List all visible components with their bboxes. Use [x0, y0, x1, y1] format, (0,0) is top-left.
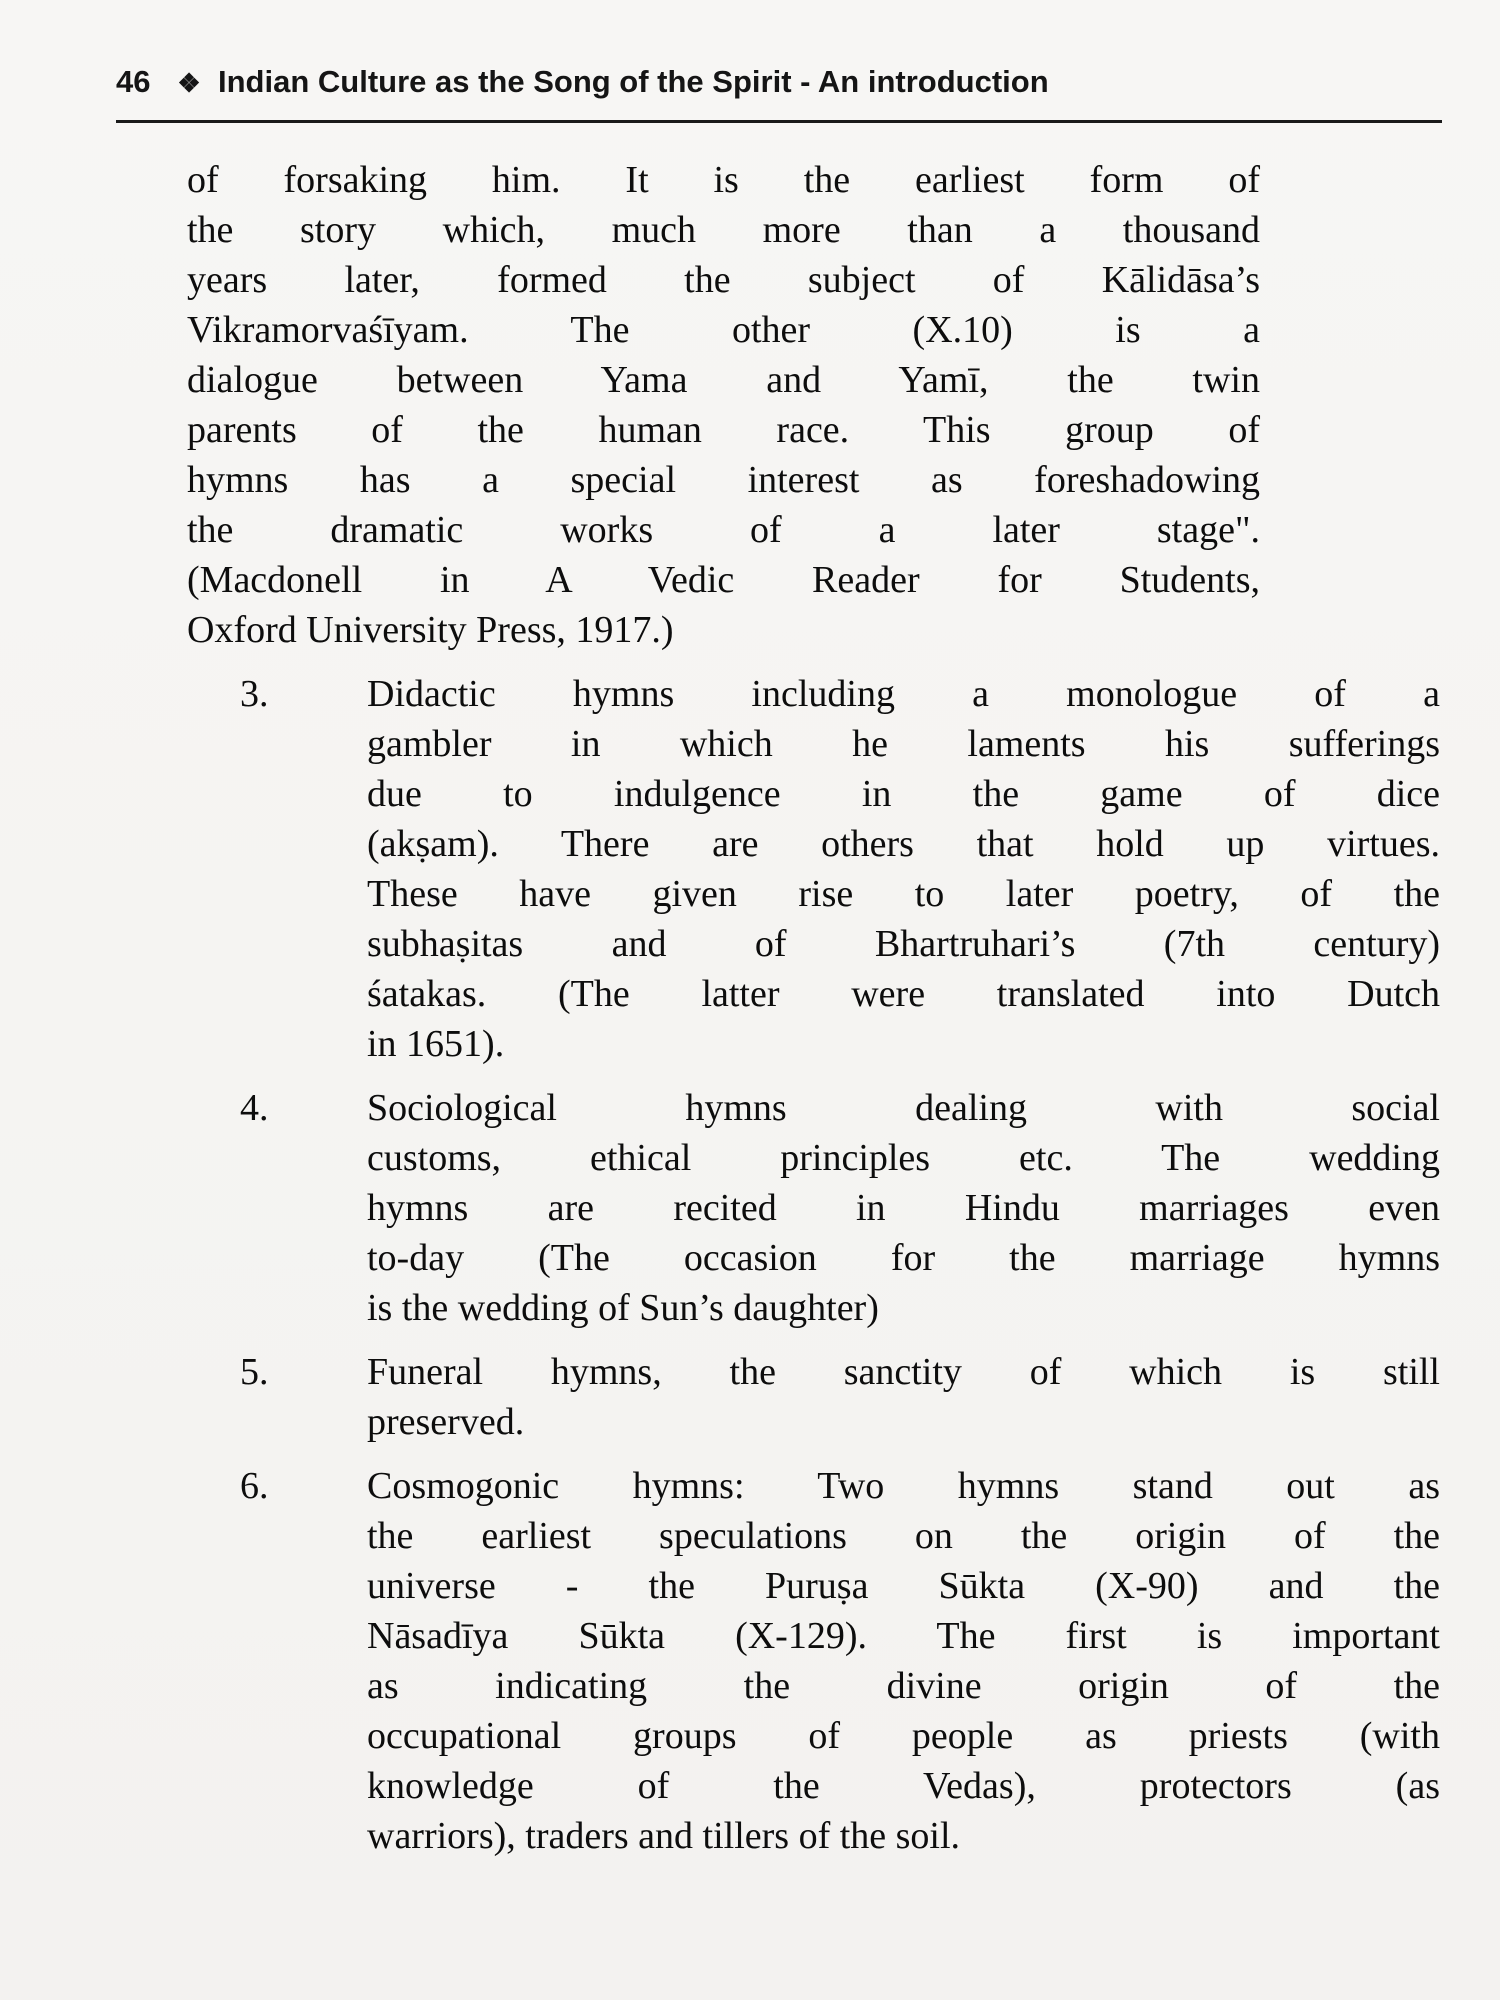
text-line: Vikramorvaśīyam. The other (X.10) is a: [187, 309, 1260, 351]
text-line: Didactic hymns including a monologue of a: [367, 673, 1440, 715]
text-line: universe - the Puruṣa Sūkta (X-90) and the: [367, 1565, 1440, 1607]
text-line: occupational groups of people as priests (with: [367, 1715, 1440, 1757]
text-line: hymns are recited in Hindu marriages even: [367, 1187, 1440, 1229]
item-number: 3.: [240, 673, 269, 715]
text-line: Sociological hymns dealing with social: [367, 1087, 1440, 1129]
list-item: [0, 1347, 1440, 1447]
item-number: 4.: [240, 1087, 269, 1129]
text-line: (akṣam). There are others that hold up virtues.: [367, 823, 1440, 865]
item-text: [367, 1347, 1440, 1447]
text-line: śatakas. (The latter were translated into Dutch: [367, 973, 1440, 1015]
intro-paragraph: [187, 155, 1260, 655]
list-item: [0, 1461, 1440, 1861]
text-line: Oxford University Press, 1917.): [187, 609, 674, 651]
item-number: 5.: [240, 1351, 269, 1393]
item-number: 6.: [240, 1465, 269, 1507]
text-line: the dramatic works of a later stage".: [187, 509, 1260, 551]
text-line: dialogue between Yama and Yamī, the twin: [187, 359, 1260, 401]
item-text: [367, 1083, 1440, 1333]
text-line: subhaṣitas and of Bhartruhari’s (7th century): [367, 923, 1440, 965]
text-line: customs, ethical principles etc. The wedding: [367, 1137, 1440, 1179]
text-line: These have given rise to later poetry, of the: [367, 873, 1440, 915]
text-line: Cosmogonic hymns: Two hymns stand out as: [367, 1465, 1440, 1507]
text-line: the earliest speculations on the origin of the: [367, 1515, 1440, 1557]
text-line: Funeral hymns, the sanctity of which is still: [367, 1351, 1440, 1393]
header-rule: [116, 120, 1442, 123]
text-line: (Macdonell in A Vedic Reader for Students,: [187, 559, 1260, 601]
list-item: [0, 1083, 1440, 1333]
list-item: [0, 669, 1440, 1069]
text-line: years later, formed the subject of Kālidāsa’s: [187, 259, 1260, 301]
text-line: warriors), traders and tillers of the soil.: [367, 1815, 961, 1857]
item-text: [367, 1461, 1440, 1861]
text-line: Nāsadīya Sūkta (X-129). The first is important: [367, 1615, 1440, 1657]
text-line: hymns has a special interest as foreshadowing: [187, 459, 1260, 501]
text-line: the story which, much more than a thousand: [187, 209, 1260, 251]
text-line: knowledge of the Vedas), protectors (as: [367, 1765, 1440, 1807]
text-line: preserved.: [367, 1401, 525, 1443]
item-text: [367, 669, 1440, 1069]
text-line: of forsaking him. It is the earliest form of: [187, 159, 1260, 201]
text-line: in 1651).: [367, 1023, 505, 1065]
ornament-icon: ❖: [177, 68, 201, 98]
body-text: [0, 155, 1440, 1861]
text-line: parents of the human race. This group of: [187, 409, 1260, 451]
text-line: as indicating the divine origin of the: [367, 1665, 1440, 1707]
running-title: Indian Culture as the Song of the Spirit - An introduction: [218, 64, 1049, 99]
text-line: gambler in which he laments his sufferings: [367, 723, 1440, 765]
running-header: [116, 64, 1446, 108]
text-line: due to indulgence in the game of dice: [367, 773, 1440, 815]
text-line: to-day (The occasion for the marriage hymns: [367, 1237, 1440, 1279]
page-number: 46: [116, 64, 151, 99]
text-line: is the wedding of Sun’s daughter): [367, 1287, 879, 1329]
